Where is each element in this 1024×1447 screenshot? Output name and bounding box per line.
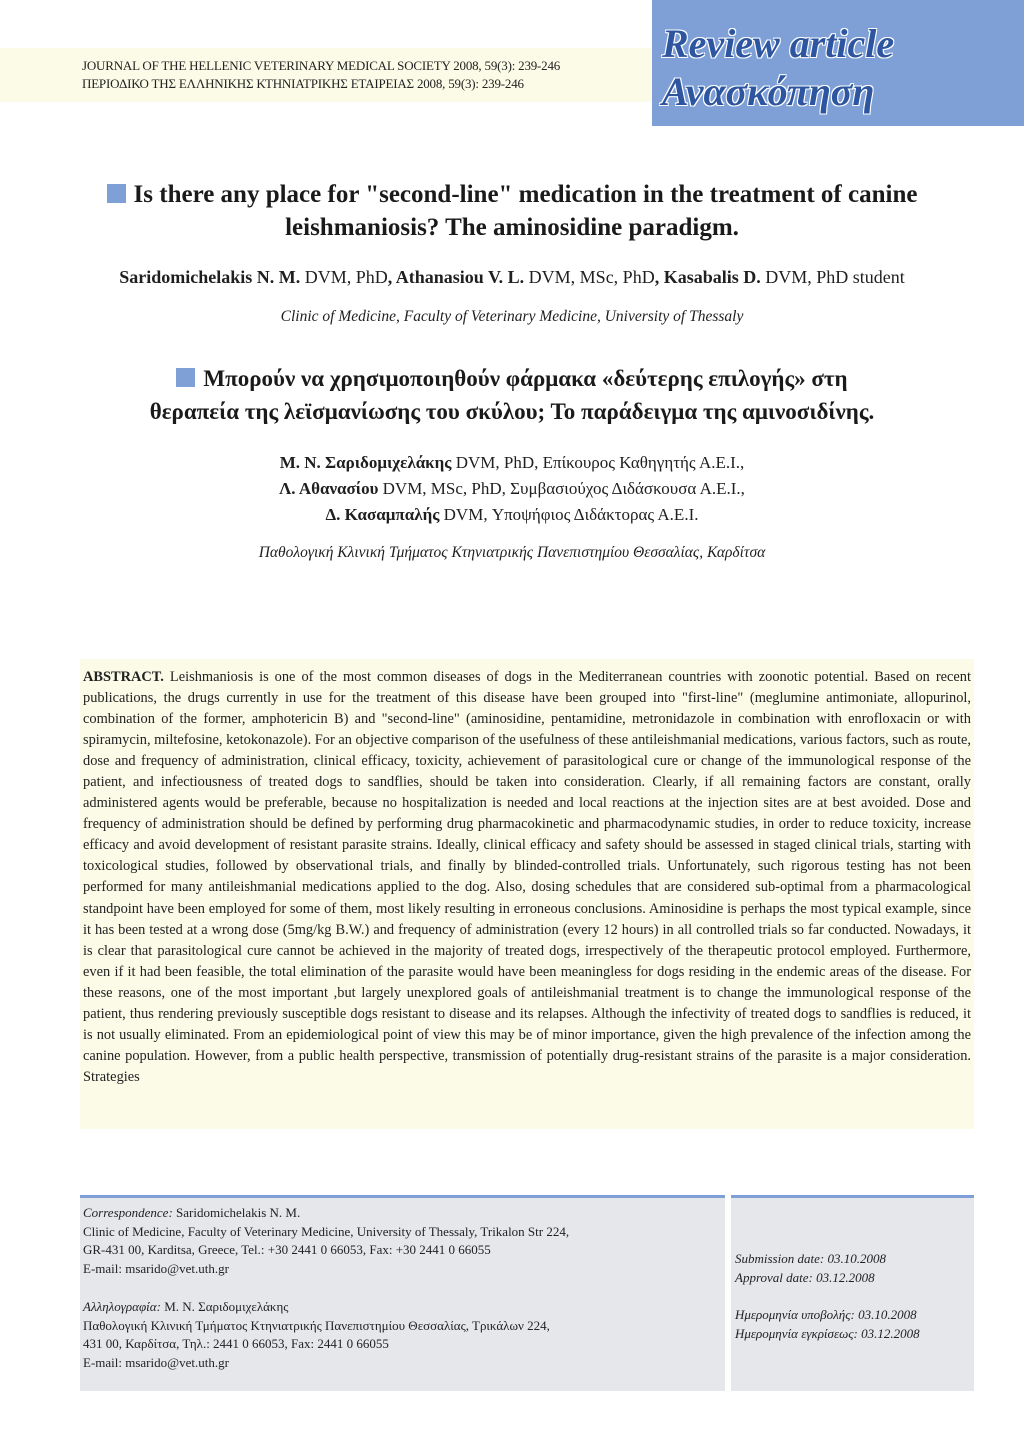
affiliation-gr: Παθολογική Κλινική Τμήματος Κτηνιατρικής Πανεπιστημίου Θεσσαλίας, Καρδίτσα	[258, 544, 766, 561]
abstract-paragraph	[80, 659, 974, 1088]
approval-date-gr: Ημερομηνία εγκρίσεως: 03.12.2008	[735, 1325, 920, 1341]
article-type-gr: Ανασκόπηση	[662, 69, 875, 114]
correspondence-address: Clinic of Medicine, Faculty of Veterinary Medicine, University of Thessaly, Trikalon Str 224,	[83, 1223, 570, 1239]
correspondence-name: Μ. Ν. Σαριδομιχελάκης	[160, 1299, 289, 1314]
dates-en	[735, 1250, 970, 1287]
author-degree: DVM, PhD, Επίκουρος Καθηγητής Α.Ε.Ι.,	[451, 453, 745, 472]
correspondence-address: Παθολογική Κλινική Τμήματος Κτηνιατρικής Πανεπιστημίου Θεσσαλίας, Τρικάλων 224,	[83, 1317, 550, 1333]
correspondence-label: Correspondence:	[83, 1205, 173, 1220]
correspondence-email: E-mail: msarido@vet.uth.gr	[83, 1260, 229, 1276]
abstract-box	[80, 659, 974, 1129]
article-title-gr: Μπορούν να χρησιμοποιηθούν φάρμακα «δεύτερης επιλογής» στη θεραπεία της λεϊσμανίωσης του σκύλου; Το παράδειγμα της αμινοσιδίνης.	[149, 366, 875, 424]
approval-date-en: Approval date: 03.12.2008	[735, 1269, 875, 1285]
correspondence-name: Saridomichelakis N. M.	[172, 1205, 301, 1220]
abstract-label: ABSTRACT.	[83, 669, 164, 685]
author-name: Saridomichelakis N. M.	[119, 267, 301, 287]
author-name: Athanasiou V. L.	[395, 267, 525, 287]
author-name: Kasabalis D.	[663, 267, 761, 287]
correspondence-address: 431 00, Καρδίτσα, Τηλ.: 2441 0 66053, Fax: 2441 0 66055	[83, 1336, 389, 1351]
author-list-en: Saridomichelakis N. M. DVM, PhD, Athanasiou V. L. DVM, MSc, PhD, Kasabalis D. DVM, PhD student	[119, 267, 905, 287]
square-bullet-icon	[107, 184, 126, 203]
author-degree: DVM, MSc, PhD, Συμβασιούχος Διδάσκουσα Α.Ε.Ι.,	[378, 479, 745, 498]
dates-box	[731, 1195, 974, 1391]
author-degree: DVM, PhD student	[760, 267, 905, 287]
author-name: Μ. Ν. Σαριδομιχελάκης	[279, 453, 452, 472]
correspondence-en	[83, 1204, 723, 1278]
submission-date-gr: Ημερομηνία υποβολής: 03.10.2008	[735, 1307, 917, 1322]
abstract-text: Leishmaniosis is one of the most common diseases of dogs in the Mediterranean countries with zoonotic potential. Based on recent publications, the drugs currently in use for the treatment of this disease have been grouped into "first-line" (meglumine antimoniate, allopurinol, combination of the former, amphotericin B) and "second-line" (aminosidine, pentamidine, metronidazole in combination with enrofloxacin or with spiramycin, miltefosine, ketokonazole). For an objective comparison of the usefulness of these antileishmanial medications, various factors, such as route, dose and frequency of administration, clinical efficacy, toxicity, achievement of parasitological cure or change of the immunological response of the patient, and infectiousness of treated dogs to sandflies, should be taken into consideration. Clearly, if all remaining factors are constant, orally administered agents would be preferable, because no hospitalization is needed and local reactions at the injection sites are at best avoided. Dose and frequency of administration should be defined by performing drug pharmacokinetic and pharmacodynamic studies, in order to reduce toxicity, increase efficacy and avoid development of resistant parasite strains. Ideally, clinical efficacy and safety should be assessed in staged clinical trials, starting with toxicological studies, followed by observational trials, and finally by blinded-controlled trials. Unfortunately, such rigorous testing has not been performed for many antileishmanial medications applied to the dog. Also, dosing schedules that are considered sub-optimal from a pharmacological standpoint have been employed for some of them, most likely resulting in erroneous conclusions. Aminosidine is perhaps the most typical example, since it has been tested at a wrong dose (5mg/kg B.W.) and frequency of administration (every 12 hours) in all controlled trials so far conducted. Nowadays, it is clear that parasitological cure cannot be achieved in the majority of treated dogs, irrespectively of the therapeutic protocol employed. Furthermore, even if it had been feasible, the total elimination of the parasite would have been meaningless for dogs residing in the endemic areas of the disease. For these reasons, one of the most important ,but largely unexplored goals of antileishmanial treatment is to change the immunological response of the patient, thus rendering previously susceptible dogs resistant to disease and its relapses. Although the infectivity of treated dogs to sandflies is reduced, it is not usually eliminated. From an epidemiological point of view this may be of minor importance, given the high prevalence of the infection among the canine population. However, from a public health perspective, transmission of potentially drug-resistant strains of the parasite is a major consideration. Strategies	[83, 669, 971, 1085]
correspondence-gr	[83, 1298, 723, 1372]
author-degree: DVM, PhD	[300, 267, 388, 287]
submission-date-en: Submission date: 03.10.2008	[735, 1251, 886, 1266]
article-type-en: Review article	[662, 21, 895, 66]
author-degree: DVM, Υποψήφιος Διδάκτορας Α.Ε.Ι.	[439, 505, 699, 524]
journal-citation-gr: ΠΕΡΙΟΔΙΚΟ ΤΗΣ ΕΛΛΗΝΙΚΗΣ ΚΤΗΝΙΑΤΡΙΚΗΣ ΕΤΑΙΡΕΙΑΣ 2008, 59(3): 239-246	[82, 76, 524, 91]
journal-header-band	[0, 48, 652, 102]
correspondence-address: GR-431 00, Karditsa, Greece, Tel.: +30 2441 0 66053, Fax: +30 2441 0 66055	[83, 1242, 491, 1257]
correspondence-box	[80, 1195, 725, 1391]
dates-gr	[735, 1306, 970, 1343]
correspondence-email: E-mail: msarido@vet.uth.gr	[83, 1354, 229, 1370]
affiliation-en: Clinic of Medicine, Faculty of Veterinary Medicine, University of Thessaly	[280, 308, 744, 325]
square-bullet-icon	[176, 368, 195, 387]
author-list-gr	[0, 450, 1024, 528]
article-title-en: Is there any place for "second-line" medication in the treatment of canine leishmaniosis? The aminosidine paradigm.	[0, 178, 1024, 244]
author-name: Λ. Αθανασίου	[279, 479, 379, 498]
correspondence-label: Αλληλογραφία:	[83, 1299, 161, 1314]
journal-citation-en: JOURNAL OF THE HELLENIC VETERINARY MEDICAL SOCIETY 2008, 59(3): 239-246	[82, 58, 561, 73]
author-degree: DVM, MSc, PhD	[524, 267, 655, 287]
author-name: Δ. Κασαμπαλής	[325, 505, 440, 524]
